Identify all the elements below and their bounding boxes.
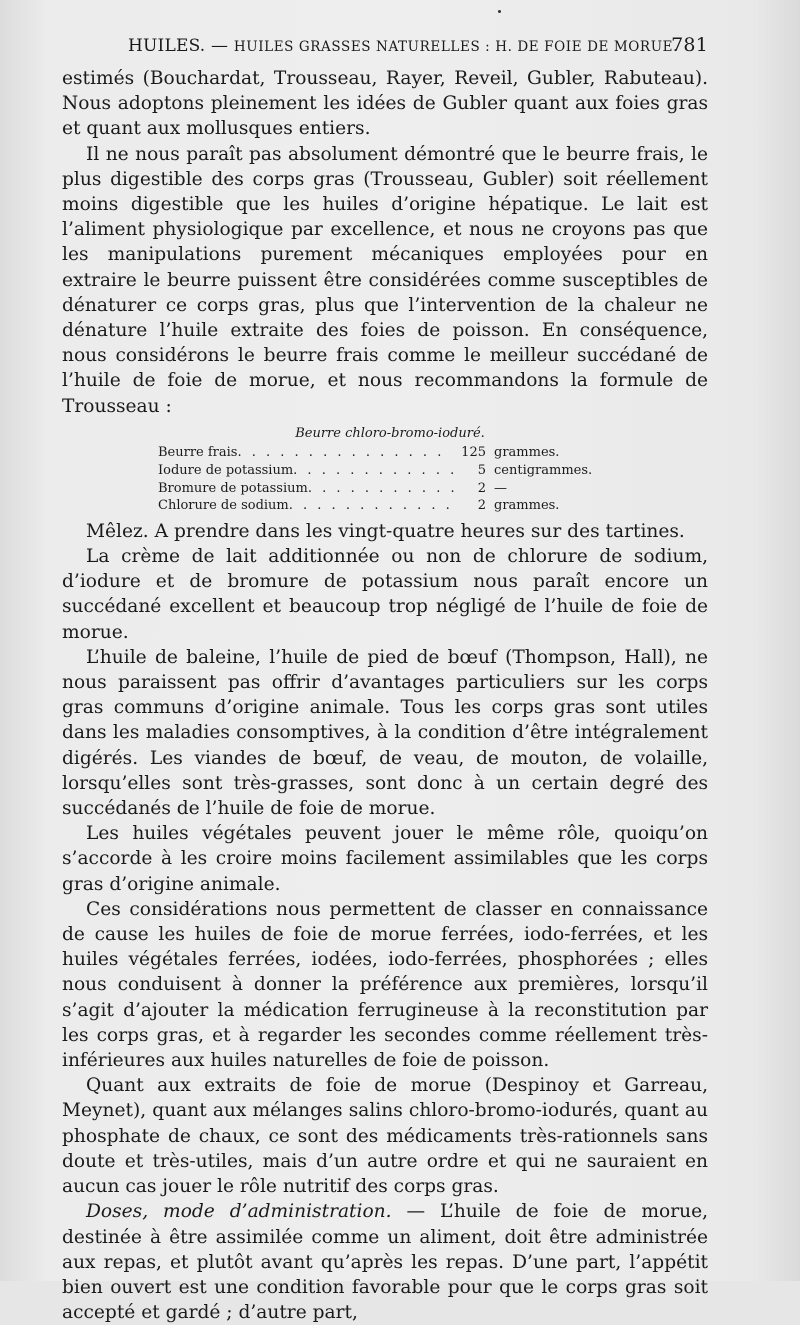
- running-header: [62, 36, 708, 60]
- recipe-row: [158, 480, 592, 498]
- page-number: 781: [671, 34, 708, 56]
- ingredient-name: Beurre frais: [158, 445, 238, 461]
- running-title: [128, 36, 678, 56]
- leader-dots: . . . . . . . . . . . .: [288, 498, 453, 514]
- section-lead: Doses, mode d’administration.: [86, 1201, 392, 1223]
- recipe-row: [158, 462, 592, 480]
- page-body: [62, 66, 708, 1325]
- paragraph: Les huiles végétales peuvent jouer le même rôle, quoiqu’on s’accorde à les croire moins facilement assimilables que les corps gras d’origine animale.: [62, 823, 708, 895]
- ingredient-unit: centigrammes.: [494, 463, 593, 479]
- ingredient-quantity: 125: [461, 445, 486, 461]
- paragraph: Quant aux extraits de foie de morue (Despinoy et Garreau, Meynet), quant aux mélanges salins chloro-bromo-iodurés, quant au phosphate de chaux, ce sont des médicaments très-rationnels sans doute et très-utiles, mais d’un autre ordre et qui ne sauraient en aucun cas jouer le rôle nutritif des corps gras.: [62, 1075, 708, 1198]
- paragraph: L’huile de baleine, l’huile de pied de bœuf (Thompson, Hall), ne nous paraissent pas offrir d’avantages particuliers sur les corps gras communs d’origine animale. Tous les corps gras sont utiles dans les maladies consomptives, à la condition d’être intégralement digérés. Les viandes de bœuf, de veau, de mouton, de volaille, lorsqu’elles sont très-grasses, sont donc à un certain degré des succédanés de l’huile de foie de morue.: [62, 646, 708, 820]
- paragraph-doses: [62, 1199, 708, 1325]
- paragraph: Il ne nous paraît pas absolument démontré que le beurre frais, le plus digestible des corps gras (Trousseau, Gubler) soit réellement moins digestible que les huiles d’origine hépatique. Le lait est l’aliment physiologique par excellence, et nous ne croyons pas que les manipulations purement mécaniques employées pour en extraire le beurre puissent être considérées comme susceptibles de dénaturer ce corps gras, plus que l’intervention de la chaleur ne dénature l’huile extraite des foies de poisson. En conséquence, nous considérons le beurre frais comme le meilleur succédané de l’huile de foie de morue, et nous recommandons la formule de Trousseau :: [62, 143, 708, 417]
- recipe-row: [158, 497, 592, 515]
- ingredient-quantity: 2: [477, 498, 486, 514]
- header-dash: —: [211, 36, 229, 56]
- header-subtitle: HUILES GRASSES NATURELLES : H. DE FOIE DE MORUE.: [233, 39, 679, 55]
- paragraph: Ces considérations nous permettent de classer en connaissance de cause les huiles de foie de morue ferrées, iodo-ferrées, et les huiles végétales ferrées, iodées, iodo-ferrées, phosphorées ; elles nous conduisent à donner la préférence aux premières, lorsqu’il s’agit d’ajouter la médication ferrugineuse à la reconstitution par les corps gras, et à regarder les secondes comme réellement très-inférieures aux huiles naturelles de foie de poisson.: [62, 898, 708, 1072]
- ingredient-quantity: 2: [477, 480, 486, 496]
- paragraph-continued: estimés (Bouchardat, Trousseau, Rayer, Reveil, Gubler, Rabuteau). Nous adoptons pleinement les idées de Gubler quant aux foies gras et quant aux mollusques entiers.: [62, 68, 708, 140]
- recipe-formula: [62, 425, 708, 515]
- recipe-table: [158, 444, 592, 514]
- leader-dots: . . . . . . . . . . . . . . .: [237, 445, 445, 461]
- paragraph: Mêlez. A prendre dans les vingt-quatre heures sur des tartines.: [86, 520, 685, 542]
- leader-dots: . . . . . . . . . . .: [307, 480, 458, 496]
- ingredient-unit: grammes.: [494, 445, 560, 461]
- ingredient-name: Bromure de potassium: [158, 480, 308, 496]
- section-text: — L’huile de foie de morue, destinée à être assimilée comme un aliment, doit être administrée aux repas, et plutôt avant qu’après les repas. D’une part, l’appétit bien ouvert est une condition favorable pour que le corps gras soit accepté et gardé ; d’autre part,: [62, 1201, 708, 1324]
- header-title: HUILES.: [128, 36, 206, 56]
- ingredient-unit: grammes.: [494, 498, 560, 514]
- ingredient-quantity: 5: [477, 463, 486, 479]
- leader-dots: . . . . . . . . . . . .: [293, 463, 458, 479]
- ingredient-name: Chlorure de sodium: [158, 498, 289, 514]
- paragraph: La crème de lait additionnée ou non de chlorure de sodium, d’iodure et de bromure de potassium nous paraît encore un succédané excellent et beaucoup trop négligé de l’huile de foie de morue.: [62, 546, 708, 643]
- recipe-title: Beurre chloro-bromo-ioduré.: [295, 425, 485, 441]
- recipe-row: [158, 444, 592, 462]
- ingredient-name: Iodure de potassium: [158, 463, 294, 479]
- ingredient-unit: —: [494, 480, 507, 496]
- ink-speck: [498, 10, 501, 13]
